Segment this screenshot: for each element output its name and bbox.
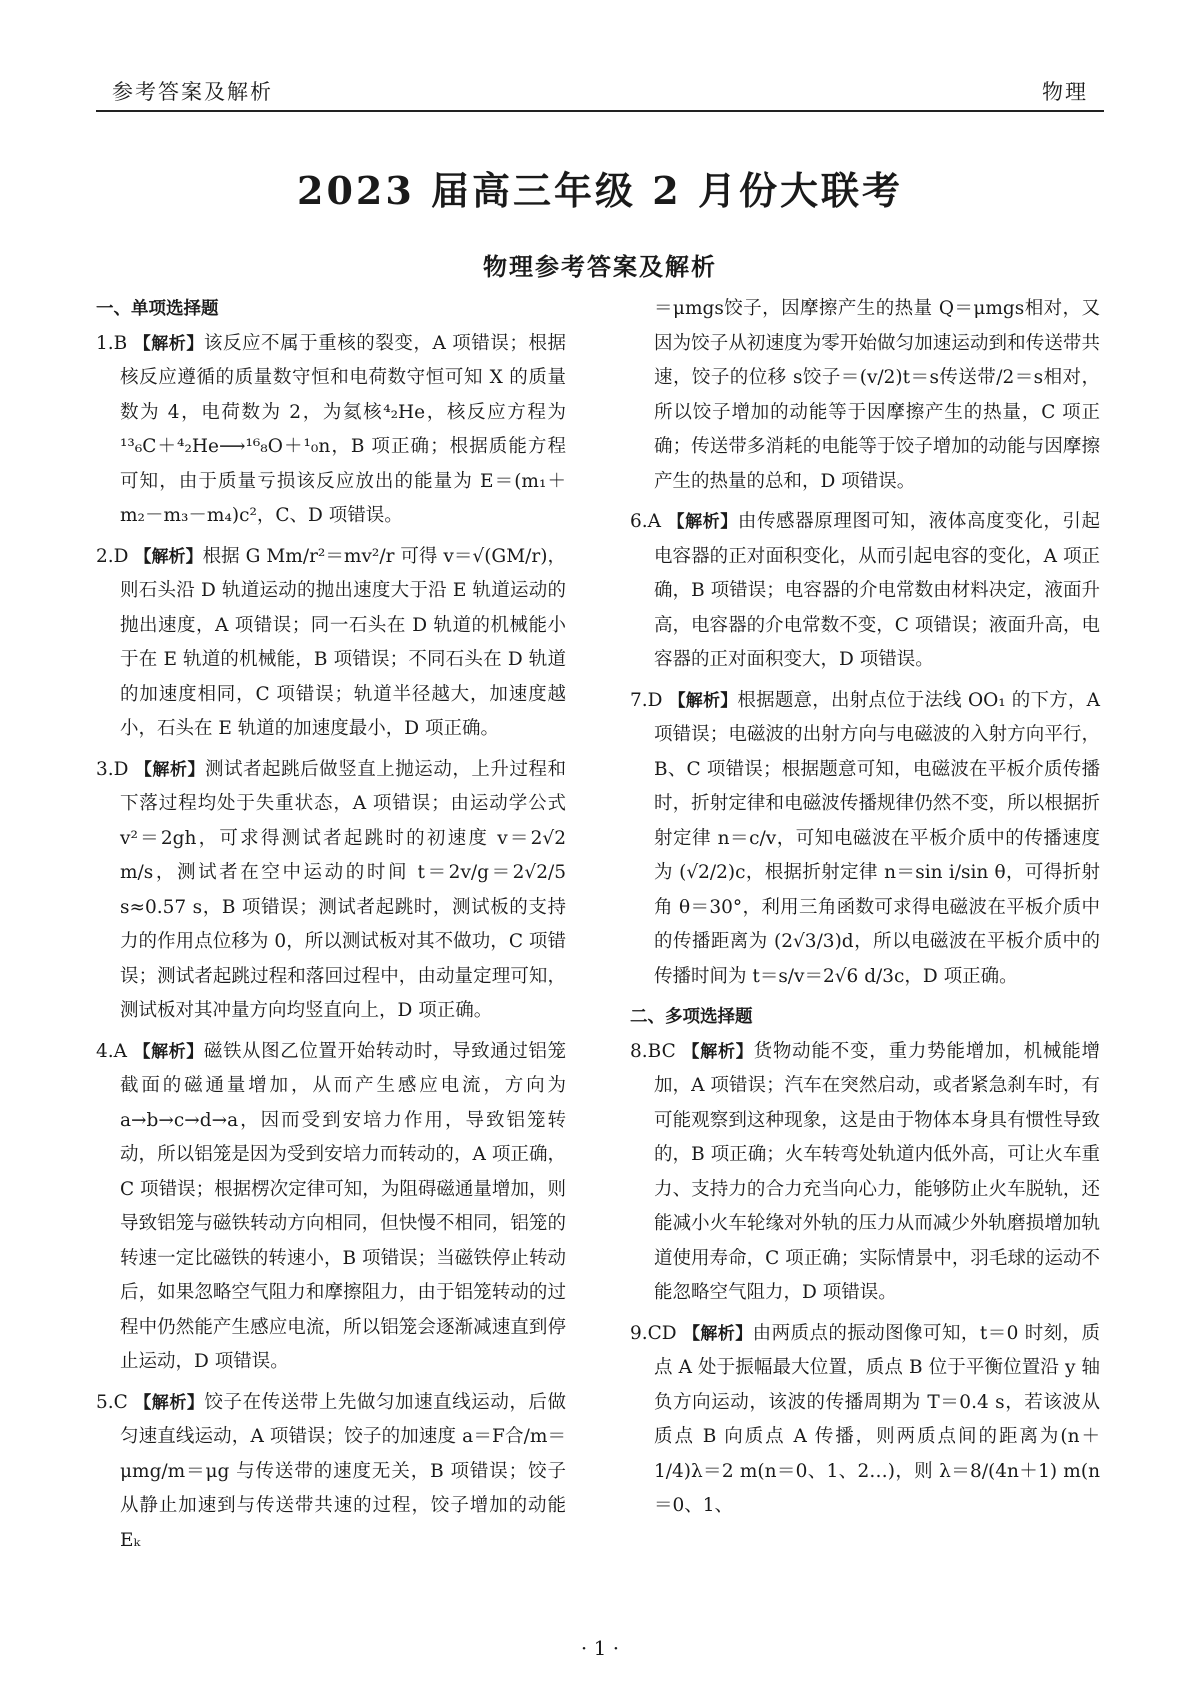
answer-number: 8.BC xyxy=(630,1040,676,1062)
answer-text: 根据题意，出射点位于法线 OO₁ 的下方，A 项错误；电磁波的出射方向与电磁波的入射方向平行，B、C 项错误；根据题意可知，电磁波在平板介质传播时，折射定律和电磁波传播规律仍然不变，所以根据折射定律 n＝c/v，可知电磁波在平板介质中的传播速度为 (√2/2)c，根据折射定律 n＝sin i/sin θ，可得折射角 θ＝30°，利用三角函数可求得电磁波在平板介质中的传播距离为 (2√3/3)d，所以电磁波在平板介质中的传播时间为 t＝s/v＝2√6 d/3c，D 项正确。 xyxy=(654,689,1100,987)
analysis-keyword: 【解析】 xyxy=(134,759,206,780)
answer-text: 根据 G Mm/r²＝mv²/r 可得 v＝√(GM/r)，则石头沿 D 轨道运动的抛出速度大于沿 E 轨道运动的抛出速度，A 项错误；同一石头在 D 轨道的机械能小于在 E 轨道的机械能，B 项错误；不同石头在 D 轨道的加速度相同，C 项错误；轨道半径越大，加速度越小，石头在 E 轨道的加速度最小，D 项正确。 xyxy=(120,545,566,739)
answer-number: 7.D xyxy=(630,689,663,711)
answer-text: 饺子在传送带上先做匀加速直线运动，后做匀速直线运动，A 项错误；饺子的加速度 a＝F合/m＝μmg/m＝μg 与传送带的速度无关，B 项错误；饺子从静止加速到与传送带共速的过程，饺子增加的动能 Eₖ xyxy=(120,1391,566,1551)
answer-item-5 xyxy=(96,1386,566,1559)
answer-text: 由传感器原理图可知，液体高度变化，引起电容器的正对面积变化，从而引起电容的变化，A 项正确，B 项错误；电容器的介电常数由材料决定，液面升高，电容器的介电常数不变，C 项错误；液面升高，电容器的正对面积变大，D 项错误。 xyxy=(654,511,1101,670)
analysis-keyword: 【解析】 xyxy=(668,690,738,711)
section-heading-single-choice: 一、单项选择题 xyxy=(96,299,219,319)
answer-text: 磁铁从图乙位置开始转动时，导致通过铝笼截面的磁通量增加，从而产生感应电流，方向为 a→b→c→d→a，因而受到安培力作用，导致铝笼转动，所以铝笼是因为受到安培力而转动的，A 项正确，C 项错误；根据楞次定律可知，为阻碍磁通量增加，则导致铝笼与磁铁转动方向相同，但快慢不相同，铝笼的转速一定比磁铁的转速小，B 项错误；当磁铁停止转动后，如果忽略空气阻力和摩擦阻力，由于铝笼转动的过程中仍然能产生感应电流，所以铝笼会逐渐减速直到停止运动，D 项错误。 xyxy=(120,1040,567,1372)
analysis-keyword: 【解析】 xyxy=(134,1392,205,1413)
page-header xyxy=(96,70,1104,112)
answer-text: 该反应不属于重核的裂变，A 项错误；根据核反应遵循的质量数守恒和电荷数守恒可知 X 的质量数为 4，电荷数为 2，为氦核⁴₂He，核反应方程为¹³₆C＋⁴₂He⟶¹⁶₈O＋¹₀n，B 项正确；根据质能方程可知，由于质量亏损该反应放出的能量为 E＝(m₁＋m₂－m₃－m₄)c²，C、D 项错误。 xyxy=(120,332,567,526)
analysis-keyword: 【解析】 xyxy=(682,1323,753,1344)
answer-number: 4.A xyxy=(96,1040,128,1062)
answer-item-7 xyxy=(630,684,1100,995)
answer-item-2 xyxy=(96,540,566,747)
right-column xyxy=(630,292,1100,1530)
answer-number: 5.C xyxy=(96,1391,128,1413)
analysis-keyword: 【解析】 xyxy=(134,546,203,567)
page-number: · 1 · xyxy=(580,1636,620,1660)
section-heading-multiple-choice: 二、多项选择题 xyxy=(630,1007,753,1027)
analysis-keyword: 【解析】 xyxy=(682,1041,754,1062)
answer-item-3 xyxy=(96,753,566,1029)
analysis-keyword: 【解析】 xyxy=(133,1041,204,1062)
answer-item-4 xyxy=(96,1035,566,1380)
header-subject-label: 物理 xyxy=(1042,80,1088,104)
answer-item-5-continued: ＝μmgs饺子，因摩擦产生的热量 Q＝μmgs相对，又因为饺子从初速度为零开始做匀加速运动到和传送带共速，饺子的位移 s饺子＝(v/2)t＝s传送带/2＝s相对，所以饺子增加的动能等于因摩擦产生的热量，C 项正确；传送带多消耗的电能等于饺子增加的动能与因摩擦产生的热量的总和，D 项错误。 xyxy=(654,298,1100,492)
answer-number: 3.D xyxy=(96,758,129,780)
answer-item-1 xyxy=(96,327,566,534)
answer-text: 测试者起跳后做竖直上抛运动，上升过程和下落过程均处于失重状态，A 项错误；由运动学公式 v²＝2gh，可求得测试者起跳时的初速度 v＝2√2 m/s，测试者在空中运动的时间 t＝2v/g＝2√2/5 s≈0.57 s，B 项错误；测试者起跳时，测试板的支持力的作用点位移为 0，所以测试板对其不做功，C 项错误；测试者起跳过程和落回过程中，由动量定理可知，测试板对其冲量方向均竖直向上，D 项正确。 xyxy=(120,758,566,1021)
answer-text: 货物动能不变，重力势能增加，机械能增加，A 项错误；汽车在突然启动，或者紧急刹车时，有可能观察到这种现象，这是由于物体本身具有惯性导致的，B 项正确；火车转弯处轨道内低外高，可让火车重力、支持力的合力充当向心力，能够防止火车脱轨，还能减小火车轮缘对外轨的压力从而减少外轨磨损增加轨道使用寿命，C 项正确；实际情景中，羽毛球的运动不能忽略空气阻力，D 项错误。 xyxy=(654,1040,1100,1303)
page-title: 2023 届高三年级 2 月份大联考 xyxy=(297,168,903,213)
answer-item-8 xyxy=(630,1035,1100,1311)
answer-text: 由两质点的振动图像可知，t＝0 时刻，质点 A 处于振幅最大位置，质点 B 位于平衡位置沿 y 轴负方向运动，该波的传播周期为 T＝0.4 s，若该波从质点 B 向质点 A 传播，则两质点间的距离为(n＋1/4)λ＝2 m(n＝0、1、2…)，则 λ＝8/(4n＋1) m(n＝0、1、 xyxy=(654,1322,1100,1516)
left-column xyxy=(96,292,566,1564)
answer-number: 2.D xyxy=(96,545,129,567)
page-subtitle: 物理参考答案及解析 xyxy=(483,252,717,281)
answer-item-6 xyxy=(630,505,1100,678)
answer-number: 9.CD xyxy=(630,1322,677,1344)
answer-number: 6.A xyxy=(630,511,662,532)
answer-number: 1.B xyxy=(96,332,128,354)
analysis-keyword: 【解析】 xyxy=(667,512,738,532)
answer-item-9 xyxy=(630,1317,1100,1524)
header-left-label: 参考答案及解析 xyxy=(112,80,273,104)
analysis-keyword: 【解析】 xyxy=(133,333,204,354)
